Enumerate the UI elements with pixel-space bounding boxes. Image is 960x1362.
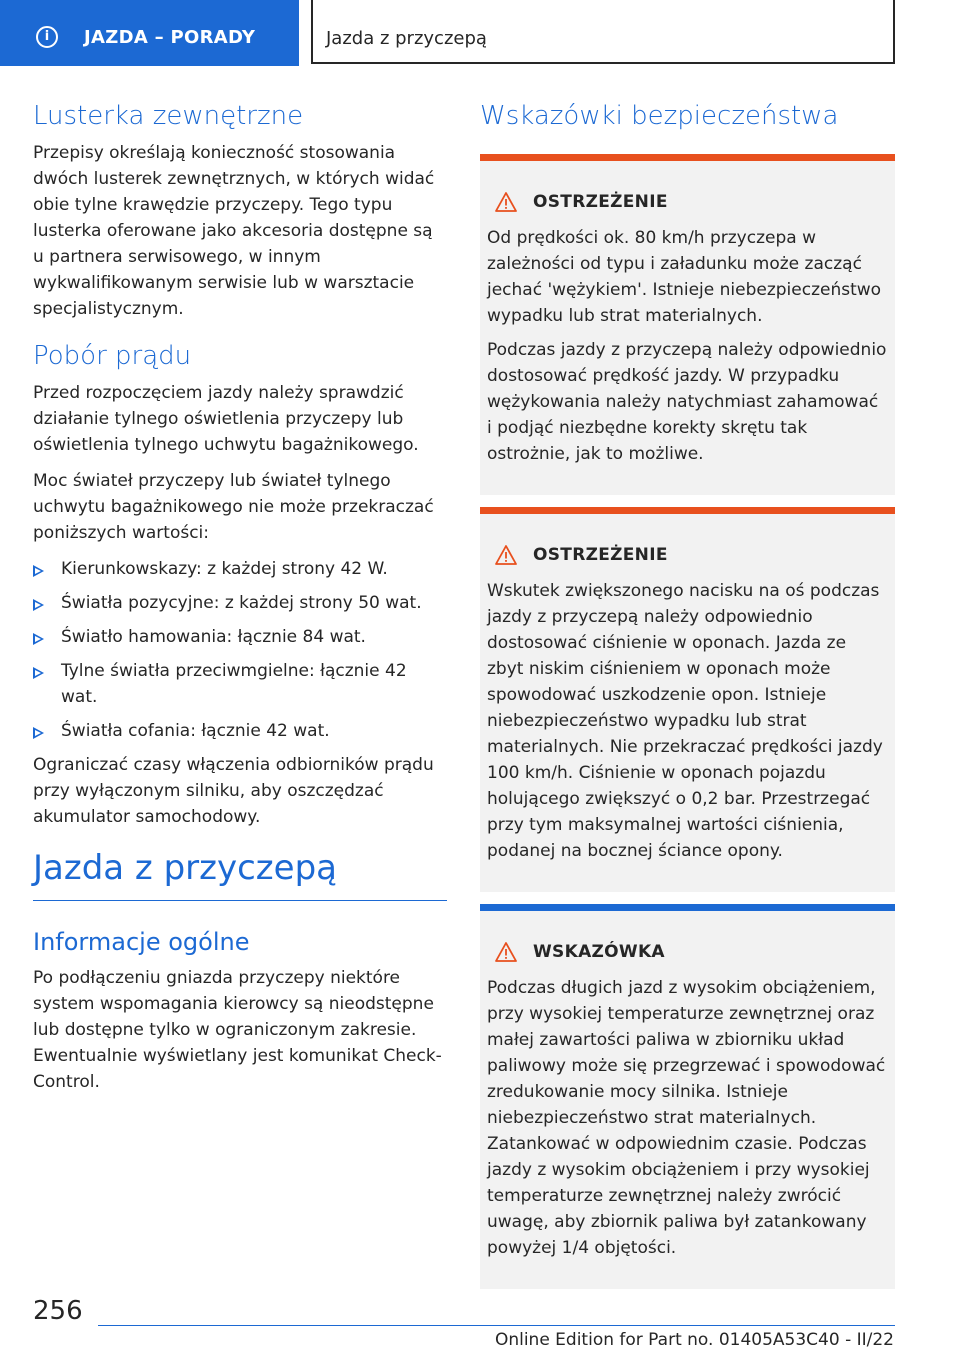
warning-triangle-icon: [495, 192, 517, 212]
bullet-arrow-icon: [33, 565, 44, 577]
heading-general-info: Informacje ogólne: [33, 928, 250, 956]
paragraph-general-info: Po podłączeniu gniazda przyczepy niektóre system wspomagania kierowcy są nieodstępne lub dostępne tylko w ograniczonym zakresie. Ewentualnie wyświetlany jest komunikat Check-Control.: [33, 968, 442, 1092]
left-column: [33, 100, 447, 1105]
warning-box: [480, 507, 895, 892]
note-text: Podczas długich jazd z wysokim obciążeniem, przy wysokiej temperaturze zewnętrznej oraz małej zawartości paliwa w zbiorniku układ paliwowy może się przegrzewać i spowodować zredukowanie mocy silnika. Istnieje niebezpieczeństwo strat materialnych. Zatankować w odpowiednim czasie. Podczas jazdy z wysokim obciążeniem i przy wysokiej temperaturze zewnętrznej należy zwrócić uwagę, aby zbiornik paliwa był zatankowany powyżej 1/4 objętości.: [487, 978, 886, 1258]
note-label: WSKAZÓWKA: [533, 942, 665, 962]
heading-power: Pobór prądu: [33, 341, 192, 371]
warning-header: [487, 540, 887, 570]
paragraph-power-2: Moc świateł przyczepy lub świateł tylnego uchwytu bagażnikowego nie może przekraczać poniższych wartości:: [33, 471, 434, 543]
warning-label: OSTRZEŻENIE: [533, 545, 668, 565]
heading-safety: Wskazówki bezpieczeństwa: [480, 101, 839, 131]
footer-divider: [98, 1325, 895, 1326]
page-number: 256: [33, 1296, 83, 1326]
warning-header: [487, 187, 887, 217]
bullet-arrow-icon: [33, 633, 44, 645]
list-item: Światło hamowania: łącznie 84 wat.: [33, 624, 447, 650]
edition-note: Online Edition for Part no. 01405A53C40 - II/22: [494, 1330, 894, 1350]
list-item: Kierunkowskazy: z każdej strony 42 W.: [33, 556, 447, 582]
info-icon: i: [36, 26, 58, 48]
warning-triangle-icon: [495, 942, 517, 962]
warning-triangle-icon: [495, 545, 517, 565]
right-column: [480, 100, 896, 1289]
warning-text-1: Od prędkości ok. 80 km/h przyczepa w zależności od typu i załadunku może zacząć jechać 'wężykiem'. Istnieje niebezpieczeństwo wypadku lub strat materialnych.: [487, 228, 882, 326]
warning-box: [480, 154, 895, 495]
paragraph-mirrors: Przepisy określają konieczność stosowania dwóch lusterek zewnętrznych, w których widać obie tylne krawędzie przyczepy. Tego typu lusterka oferowane jako akcesoria dostępne są u partnera serwisowego, w innym wykwalifikowanym serwisie lub w warsztacie specjalistycznym.: [33, 143, 435, 319]
list-item: Światła cofania: łącznie 42 wat.: [33, 718, 447, 744]
note-box: [480, 904, 895, 1289]
note-header: [487, 937, 887, 967]
warning-text-2: Podczas jazdy z przyczepą należy odpowiednio dostosować prędkość jazdy. W przypadku wężykowania należy natychmiast zahamować i podjąć niezbędne korekty skrętu tak ostrożnie, jak to możliwe.: [487, 340, 887, 464]
list-item: Tylne światła przeciwmgielne: łącznie 42 wat.: [33, 658, 447, 710]
bullet-arrow-icon: [33, 727, 44, 739]
paragraph-power-3: Ograniczać czasy włączenia odbiorników prądu przy wyłączonym silniku, aby oszczędzać akumulator samochodowy.: [33, 755, 434, 827]
heading-mirrors: Lusterka zewnętrzne: [33, 101, 304, 131]
bullet-list: [33, 556, 447, 744]
chapter-title: Jazda z przyczepą: [33, 846, 447, 901]
page-title: Jazda z przyczepą: [326, 28, 487, 49]
paragraph-power-1: Przed rozpoczęciem jazdy należy sprawdzić działanie tylnego oświetlenia przyczepy lub oświetlenia tylnego uchwytu bagażnikowego.: [33, 383, 419, 455]
bullet-arrow-icon: [33, 667, 44, 679]
list-item: Światła pozycyjne: z każdej strony 50 wat.: [33, 590, 447, 616]
section-tab: [0, 0, 299, 66]
section-label: JAZDA – PORADY: [84, 27, 256, 48]
warning-label: OSTRZEŻENIE: [533, 192, 668, 212]
warning-text: Wskutek zwiększonego nacisku na oś podczas jazdy z przyczepą należy odpowiednio dostosować ciśnienie w oponach. Jazda ze zbyt niskim ciśnieniem w oponach może spowodować uszkodzenie opon. Istnieje niebezpieczeństwo wypadku lub strat materialnych. Nie przekraczać prędkości jazdy 100 km/h. Ciśnienie w oponach pojazdu holującego zwiększyć o 0,2 bar. Przestrzegać przy tym maksymalnej wartości ciśnienia, podanej na bocznej ściance opony.: [487, 581, 883, 861]
bullet-arrow-icon: [33, 599, 44, 611]
